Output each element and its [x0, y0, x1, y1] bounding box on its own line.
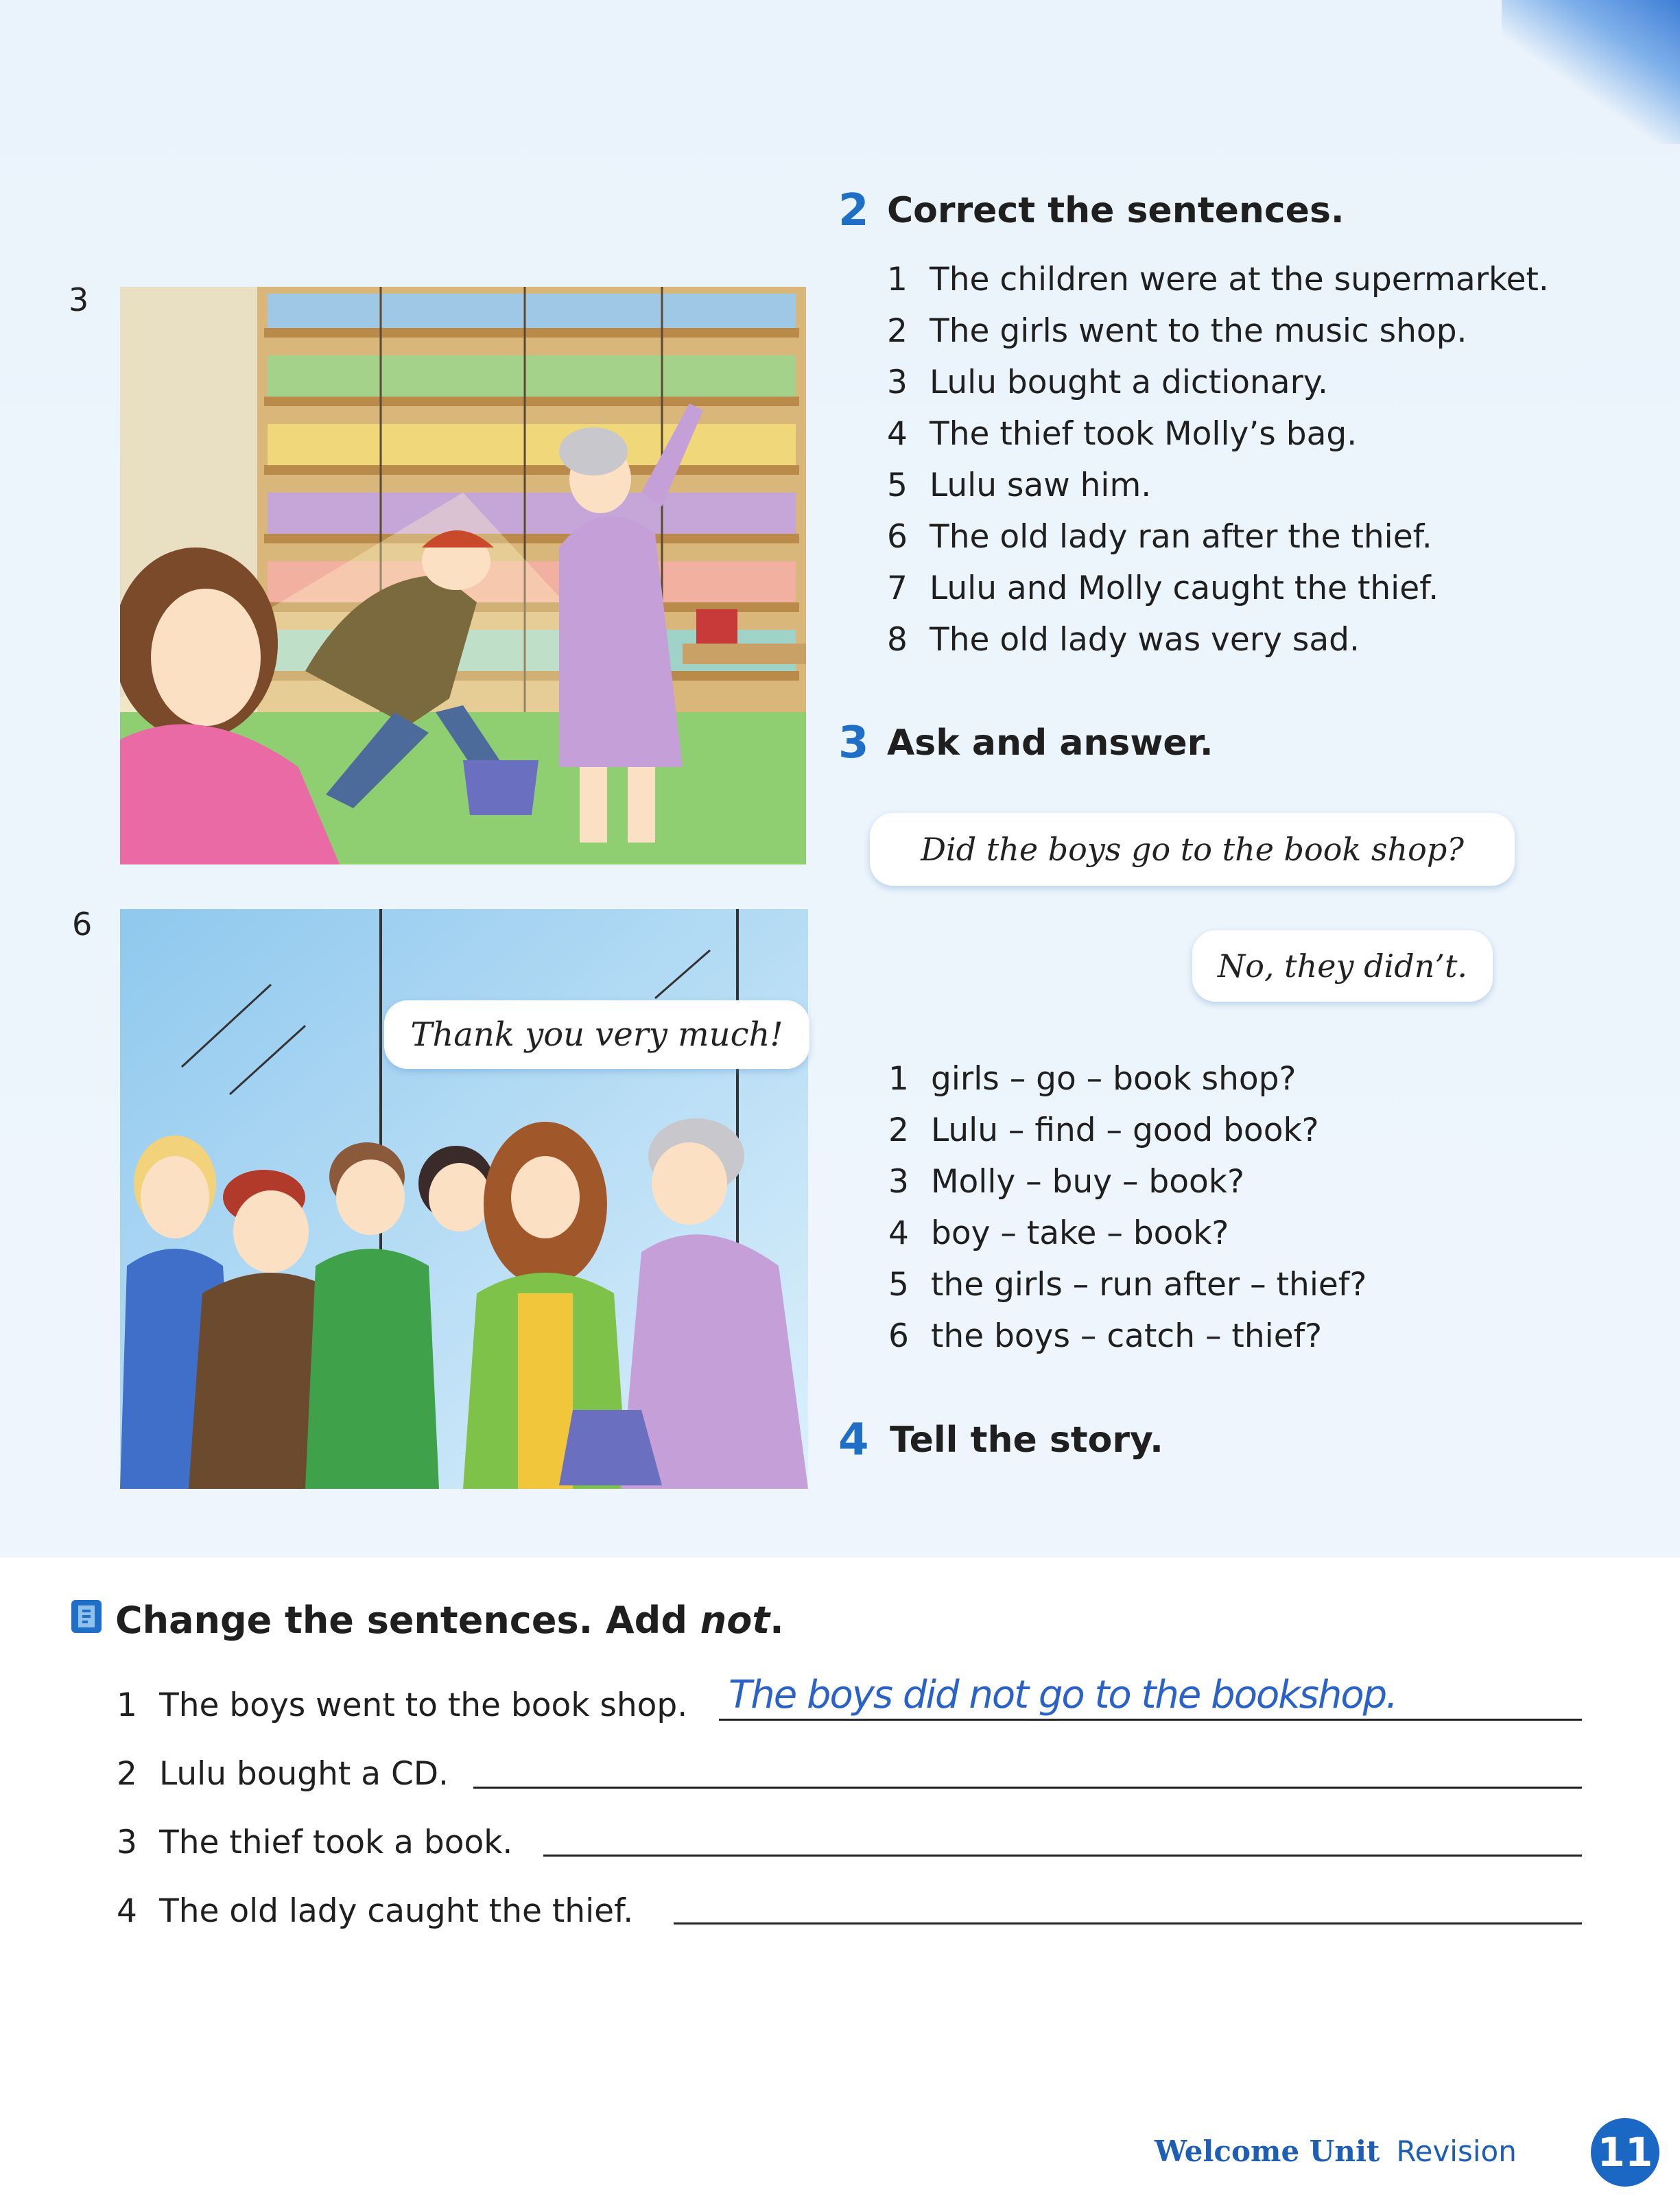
- answer-speech-bubble: No, they didn’t.: [1192, 930, 1493, 1002]
- list-item: 4 The old lady caught the thief.: [117, 1892, 634, 1930]
- list-item: 4 boy – take – book?: [888, 1214, 1229, 1252]
- list-item: 3 Lulu bought a dictionary.: [887, 364, 1328, 401]
- speech-bubble: Thank you very much!: [384, 1000, 809, 1069]
- list-item: 2 Lulu bought a CD.: [117, 1755, 449, 1793]
- exercise-title: Ask and answer.: [887, 722, 1214, 764]
- activity-book-icon: [69, 1597, 104, 1636]
- list-item: 3 The thief took a book.: [117, 1824, 513, 1861]
- list-item: 5 Lulu saw him.: [887, 467, 1152, 504]
- exercise-number: 4: [838, 1415, 869, 1466]
- list-item: 4 The thief took Molly’s bag.: [887, 415, 1358, 453]
- bottom-panel: [0, 1557, 1680, 2201]
- answer-line[interactable]: [473, 1787, 1582, 1789]
- answer-line[interactable]: [674, 1922, 1582, 1925]
- list-item: 1 girls – go – book shop?: [888, 1060, 1297, 1098]
- list-item: 6 the boys – catch – thief?: [888, 1317, 1323, 1355]
- footer-unit-label: Welcome Unit Revision: [1155, 2134, 1517, 2168]
- exercise-title: Tell the story.: [890, 1420, 1163, 1461]
- page-number-badge: 11: [1591, 2118, 1659, 2187]
- list-item: 1 The children were at the supermarket.: [887, 261, 1549, 298]
- list-item: 8 The old lady was very sad.: [887, 621, 1360, 659]
- question-speech-bubble: Did the boys go to the book shop?: [870, 813, 1515, 886]
- activity-title: Change the sentences. Add not.: [115, 1599, 784, 1642]
- handwritten-answer: The boys did not go to the bookshop.: [729, 1673, 1397, 1717]
- answer-line[interactable]: [719, 1719, 1582, 1721]
- picture-number: 6: [72, 906, 93, 943]
- bookshop-scene-illustration: [120, 287, 806, 864]
- exercise-number: 2: [838, 185, 869, 236]
- list-item: 6 The old lady ran after the thief.: [887, 518, 1432, 556]
- picture-number: 3: [69, 281, 89, 318]
- group-thanks-scene-illustration: [120, 909, 808, 1489]
- list-item: 7 Lulu and Molly caught the thief.: [887, 569, 1439, 607]
- exercise-title: Correct the sentences.: [887, 190, 1345, 231]
- list-item: 3 Molly – buy – book?: [888, 1163, 1244, 1201]
- exercise-number: 3: [838, 718, 869, 768]
- list-item: 5 the girls – run after – thief?: [888, 1266, 1367, 1304]
- list-item: 2 Lulu – find – good book?: [888, 1111, 1319, 1149]
- list-item: 1 The boys went to the book shop.: [117, 1686, 688, 1724]
- answer-line[interactable]: [543, 1855, 1582, 1857]
- list-item: 2 The girls went to the music shop.: [887, 312, 1467, 350]
- corner-decoration: [1502, 0, 1680, 144]
